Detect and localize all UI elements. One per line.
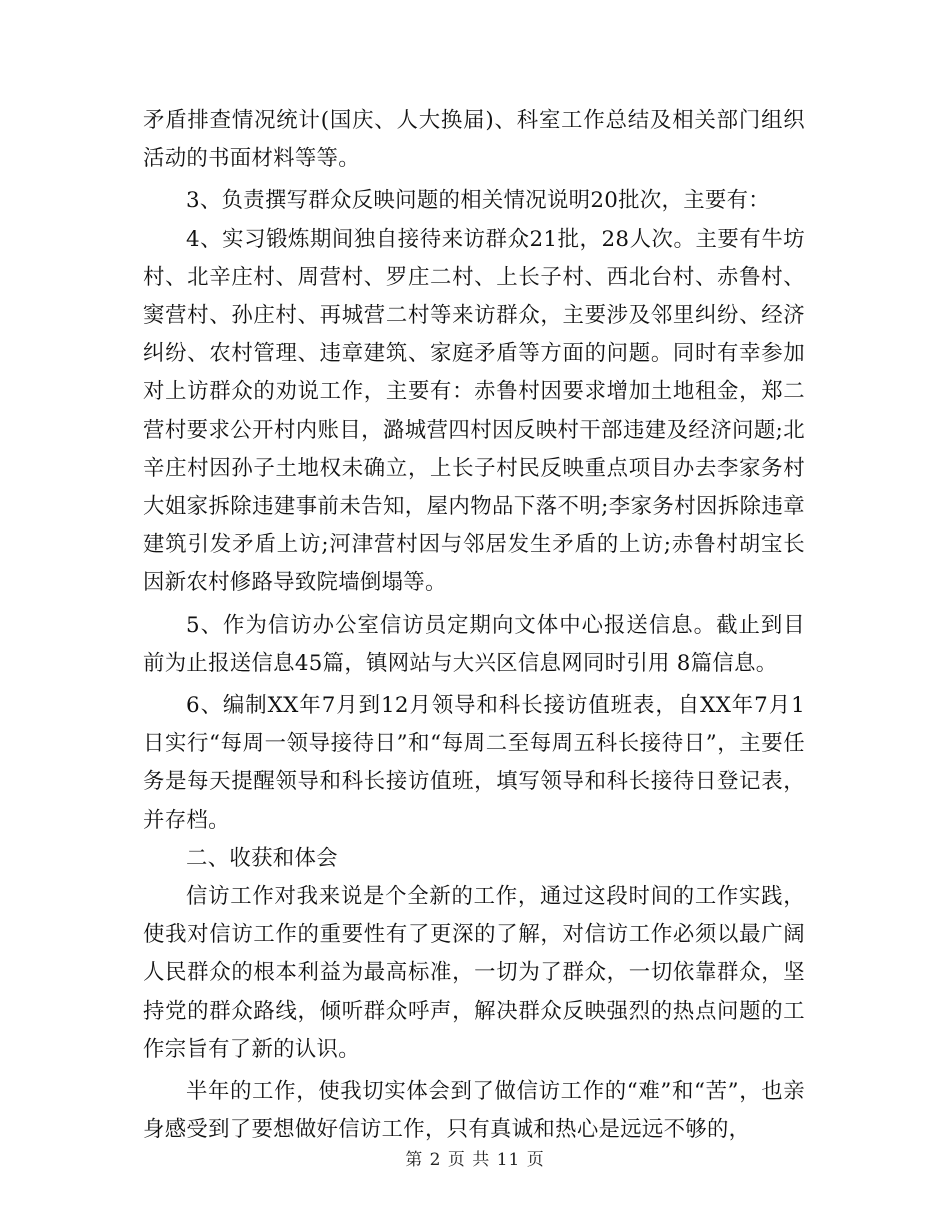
paragraph-gains-2: 半年的工作，使我切实体会到了做信访工作的“难”和“苦”，也亲身感受到了要想做好信访工作，只有真诚和热心是远远不够的， (143, 1079, 805, 1143)
paragraph-item-5: 5、作为信访办公室信访员定期向文体中心报送信息。截止到目前为止报送信息45篇，镇网站与大兴区信息网同时引用 8篇信息。 (143, 612, 805, 676)
paragraph-item-6: 6、编制XX年7月到12月领导和科长接访值班表，自XX年7月1日实行“每周一领导接待日”和“每周二至每周五科长接待日”，主要任务是每天提醒领导和科长接访值班，填写领导和科长接待日登记表，并存档。 (143, 693, 805, 833)
paragraph-item-4: 4、实习锻炼期间独自接待来访群众21批，28人次。主要有牛坊村、北辛庄村、周营村、罗庄二村、上长子村、西北台村、赤鲁村、窦营村、孙庄村、再城营二村等来访群众，主要涉及邻里纠纷、经济纠纷、农村管理、违章建筑、家庭矛盾等方面的问题。同时有幸参加对上访群众的劝说工作，主要有：赤鲁村因要求增加土地租金，郑二营村要求公开村内账目，潞城营四村因反映村干部违建及经济问题;北辛庄村因孙子土地权未确立，上长子村民反映重点项目办去李家务村大姐家拆除违建事前未告知，屋内物品下落不明;李家务村因拆除违章建筑引发矛盾上访;河津营村因与邻居发生矛盾的上访;赤鲁村胡宝长因新农村修路导致院墙倒塌等。 (143, 226, 805, 596)
paragraph-continued: 矛盾排查情况统计(国庆、人大换届)、科室工作总结及相关部门组织活动的书面材料等等。 (143, 108, 805, 172)
document-body (143, 102, 805, 1149)
section-heading-gains: 二、收获和体会 (186, 845, 338, 871)
paragraph-item-3: 3、负责撰写群众反映问题的相关情况说明20批次，主要有： (186, 188, 770, 214)
paragraph-gains-1: 信访工作对我来说是个全新的工作，通过这段时间的工作实践，使我对信访工作的重要性有了更深的了解，对信访工作必须以最广阔人民群众的根本利益为最高标准，一切为了群众，一切依靠群众，坚持党的群众路线，倾听群众呼声，解决群众反映强烈的热点问题的工作宗旨有了新的认识。 (143, 884, 805, 1062)
page-number-footer: 第 2 页 共 11 页 (405, 1150, 545, 1170)
